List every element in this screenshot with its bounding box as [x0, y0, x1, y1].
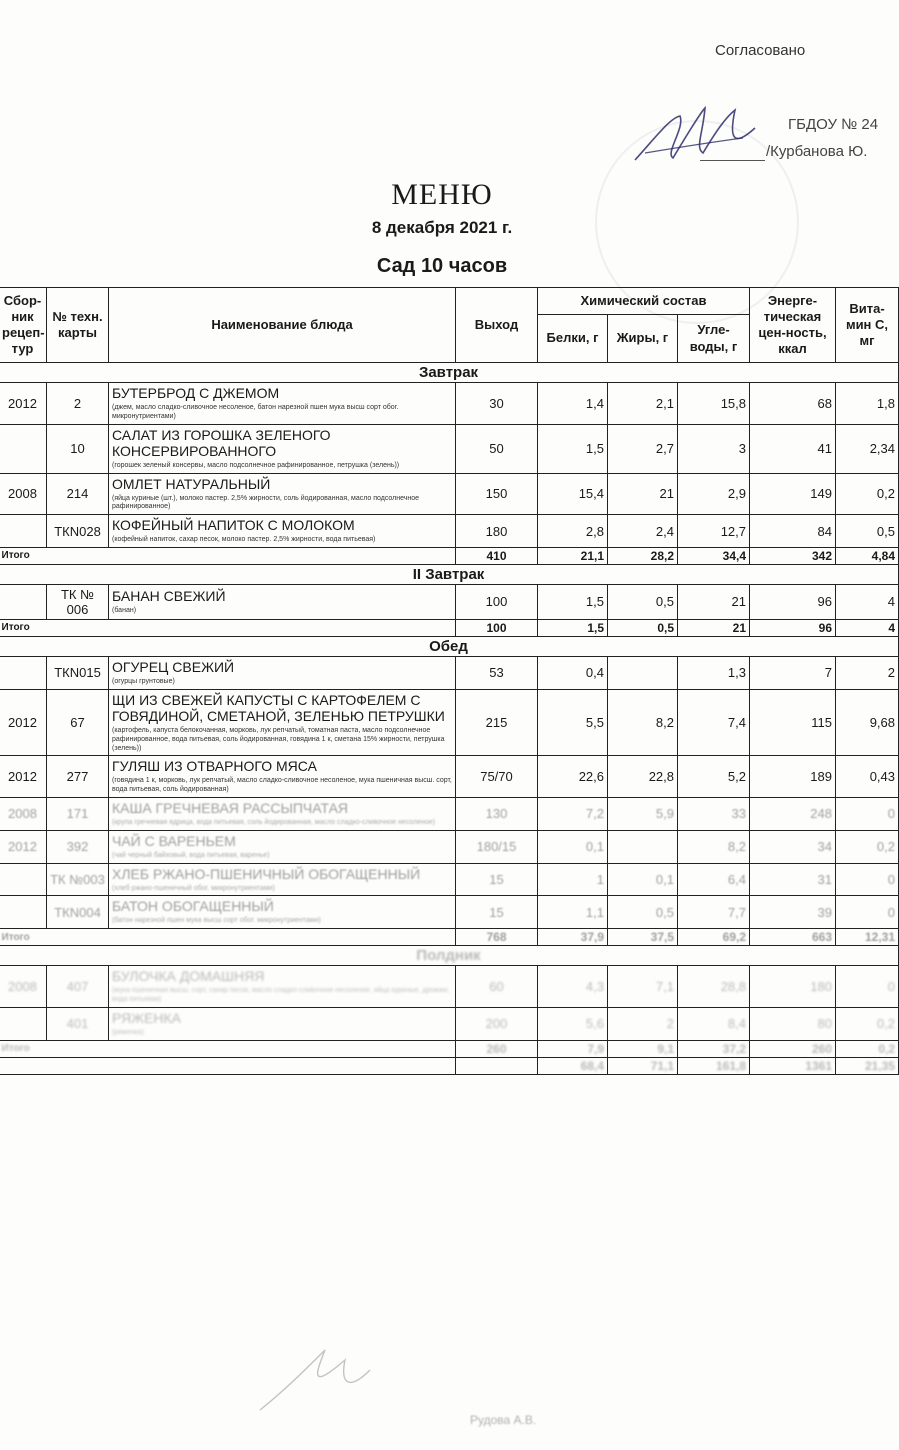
signer-name: Рудова А.В.	[470, 1413, 537, 1427]
dish-name: КОФЕЙНЫЙ НАПИТОК С МОЛОКОМ	[112, 517, 355, 534]
total-c: 21	[678, 619, 750, 636]
nutrient-v: 4	[836, 584, 899, 619]
output-value: 60	[456, 966, 538, 1008]
recipe-book: 2012	[0, 830, 47, 863]
page-title: МЕНЮ	[391, 178, 493, 211]
dish-cell	[109, 424, 456, 473]
nutrient-c: 33	[678, 797, 750, 830]
total-label: Итого	[0, 1040, 456, 1057]
section-title: Обед	[0, 636, 899, 656]
nutrient-v: 0	[836, 797, 899, 830]
nutrient-f: 5,9	[608, 797, 678, 830]
dish-ingredients: (хлеб ржано-пшеничный обог. микронутриентами)	[112, 884, 275, 892]
dish-name: ХЛЕБ РЖАНО-ПШЕНИЧНЫЙ ОБОГАЩЕННЫЙ	[112, 865, 421, 882]
col-output: Выход	[456, 288, 538, 363]
nutrient-e: 115	[750, 689, 836, 755]
dish-cell	[109, 863, 456, 896]
total-row	[0, 619, 899, 636]
grand-total-label	[0, 1057, 456, 1074]
nutrient-e: 7	[750, 656, 836, 689]
recipe-book	[0, 1007, 47, 1040]
dish-row	[0, 656, 899, 689]
nutrient-c: 8,2	[678, 830, 750, 863]
nutrient-c: 7,7	[678, 896, 750, 929]
nutrient-e: 180	[750, 966, 836, 1008]
nutrient-p: 2,8	[538, 515, 608, 548]
nutrient-e: 68	[750, 383, 836, 425]
nutrient-c: 2,9	[678, 473, 750, 515]
section-title: II Завтрак	[0, 564, 899, 584]
grand-total-row	[0, 1057, 899, 1074]
recipe-book	[0, 863, 47, 896]
dish-name: БАТОН ОБОГАЩЕННЫЙ	[112, 898, 274, 915]
recipe-book: 2008	[0, 966, 47, 1008]
total-e: 96	[750, 619, 836, 636]
output-value: 180/15	[456, 830, 538, 863]
output-value: 150	[456, 473, 538, 515]
section-row	[0, 564, 899, 584]
nutrient-v: 0	[836, 896, 899, 929]
nutrient-v: 0	[836, 863, 899, 896]
dish-ingredients: (яйца куриные (шт.), молоко пастер. 2,5% жирности, соль йодированная, масло подсолнечное рафинированное)	[112, 494, 420, 511]
total-f: 0,5	[608, 619, 678, 636]
dish-name: ОГУРЕЦ СВЕЖИЙ	[112, 658, 235, 675]
nutrient-f: 2	[608, 1007, 678, 1040]
grand-total-p: 68,4	[538, 1057, 608, 1074]
menu-table	[0, 287, 899, 1075]
dish-cell	[109, 584, 456, 619]
nutrient-p: 5,6	[538, 1007, 608, 1040]
nutrient-v: 0,2	[836, 830, 899, 863]
tech-card: ТКN004	[47, 896, 109, 929]
recipe-book: 2012	[0, 756, 47, 798]
dish-name: САЛАТ ИЗ ГОРОШКА ЗЕЛЕНОГО КОНСЕРВИРОВАННОГО	[112, 426, 331, 459]
dish-cell	[109, 689, 456, 755]
col-book: Сбор-ник рецеп-тур	[0, 288, 47, 363]
nutrient-p: 0,4	[538, 656, 608, 689]
tech-card: ТКN028	[47, 515, 109, 548]
nutrient-v: 1,8	[836, 383, 899, 425]
nutrient-f: 0,5	[608, 584, 678, 619]
menu-date: 8 декабря 2021 г.	[371, 218, 513, 237]
dish-name: БУЛОЧКА ДОМАШНЯЯ	[112, 968, 265, 985]
recipe-book: 2012	[0, 383, 47, 425]
dish-cell	[109, 830, 456, 863]
dish-row	[0, 1007, 899, 1040]
total-row	[0, 1040, 899, 1057]
nutrient-p: 4,3	[538, 966, 608, 1008]
total-v: 4,84	[836, 547, 899, 564]
nutrient-c: 28,8	[678, 966, 750, 1008]
nutrient-c: 15,8	[678, 383, 750, 425]
group-label: Сад 10 часов	[376, 255, 508, 277]
output-value: 100	[456, 584, 538, 619]
nutrient-f	[608, 830, 678, 863]
recipe-book	[0, 424, 47, 473]
nutrient-e: 34	[750, 830, 836, 863]
dish-ingredients: (огурцы грунтовые)	[112, 678, 175, 686]
dish-row	[0, 473, 899, 515]
total-out: 100	[456, 619, 538, 636]
dish-cell	[109, 756, 456, 798]
dish-ingredients: (чай черный байховый, вода питьевая, варенье)	[112, 851, 270, 859]
nutrient-c: 1,3	[678, 656, 750, 689]
dish-ingredients: (мука пшеничная высш. сорт, сахар песок, масло сладко-сливочное несоленое, яйца куриные, дрожжи, вода питьевая)	[112, 987, 450, 1004]
col-protein: Белки, г	[538, 315, 608, 363]
total-out: 260	[456, 1040, 538, 1057]
tech-card: 277	[47, 756, 109, 798]
dish-ingredients: (крупа гречневая ядрица, вода питьевая, соль йодированная, масло сладко-сливочное несоленое)	[112, 818, 436, 826]
grand-total-c: 161,8	[678, 1057, 750, 1074]
recipe-book: 2008	[0, 473, 47, 515]
dish-row	[0, 863, 899, 896]
nutrient-p: 5,5	[538, 689, 608, 755]
dish-name: БУТЕРБРОД С ДЖЕМОМ	[112, 385, 280, 401]
section-row	[0, 363, 899, 383]
nutrient-f: 8,2	[608, 689, 678, 755]
dish-ingredients: (джем, масло сладко-сливочное несоленое, батон нарезной пшен мука высш сорт обог. микронутриентами)	[112, 404, 399, 420]
nutrient-p: 1,1	[538, 896, 608, 929]
output-value: 15	[456, 863, 538, 896]
tech-card: ТКN015	[47, 656, 109, 689]
total-c: 69,2	[678, 929, 750, 946]
dish-ingredients: (ряженка)	[112, 1028, 144, 1036]
nutrient-f: 2,4	[608, 515, 678, 548]
recipe-book: 2012	[0, 689, 47, 755]
dish-name: БАНАН СВЕЖИЙ	[112, 588, 226, 605]
nutrient-c: 6,4	[678, 863, 750, 896]
nutrient-v: 2,34	[836, 424, 899, 473]
dish-cell	[109, 896, 456, 929]
total-e: 260	[750, 1040, 836, 1057]
output-value: 215	[456, 689, 538, 755]
nutrient-v: 0,5	[836, 515, 899, 548]
tech-card: 401	[47, 1007, 109, 1040]
nutrient-e: 31	[750, 863, 836, 896]
dish-name: КАША ГРЕЧНЕВАЯ РАССЫПЧАТАЯ	[112, 799, 349, 816]
total-out: 768	[456, 929, 538, 946]
total-p: 37,9	[538, 929, 608, 946]
dish-name: РЯЖЕНКА	[112, 1009, 182, 1026]
section-title: Полдник	[0, 946, 899, 966]
tech-card: 171	[47, 797, 109, 830]
nutrient-c: 21	[678, 584, 750, 619]
nutrient-v: 0,43	[836, 756, 899, 798]
dish-ingredients: (кофейный напиток, сахар песок, молоко пастер. 2,5% жирности, вода питьевая)	[112, 536, 376, 544]
signature-line	[700, 160, 765, 161]
nutrient-v: 0	[836, 966, 899, 1008]
nutrient-c: 5,2	[678, 756, 750, 798]
grand-total-f: 71,1	[608, 1057, 678, 1074]
dish-row	[0, 830, 899, 863]
col-dish: Наименование блюда	[109, 288, 456, 363]
tech-card: 2	[47, 383, 109, 425]
col-card: № техн. карты	[47, 288, 109, 363]
nutrient-p: 1,4	[538, 383, 608, 425]
dish-row	[0, 424, 899, 473]
dish-ingredients: (говядина 1 к, морковь, лук репчатый, масло сладко-сливочное несоленое, мука пшеничная высш. сорт, вода питьевая, соль йодированная)	[112, 777, 452, 794]
dish-row	[0, 756, 899, 798]
nutrient-e: 248	[750, 797, 836, 830]
nutrient-f	[608, 656, 678, 689]
total-e: 663	[750, 929, 836, 946]
col-vitc: Вита-мин С, мг	[836, 288, 899, 363]
nutrient-c: 7,4	[678, 689, 750, 755]
output-value: 30	[456, 383, 538, 425]
recipe-book	[0, 656, 47, 689]
nutrient-e: 149	[750, 473, 836, 515]
nutrient-e: 41	[750, 424, 836, 473]
total-p: 7,9	[538, 1040, 608, 1057]
nutrient-f: 0,5	[608, 896, 678, 929]
organization-label: ГБДОУ № 24	[788, 116, 879, 133]
dish-cell	[109, 1007, 456, 1040]
total-v: 12,31	[836, 929, 899, 946]
total-label: Итого	[0, 619, 456, 636]
dish-cell	[109, 797, 456, 830]
nutrient-p: 15,4	[538, 473, 608, 515]
section-row	[0, 946, 899, 966]
col-carb: Угле-воды, г	[678, 315, 750, 363]
total-row	[0, 547, 899, 564]
nutrient-p: 0,1	[538, 830, 608, 863]
approval-label: Согласовано	[715, 42, 806, 59]
menu-body	[0, 363, 899, 1075]
total-p: 1,5	[538, 619, 608, 636]
grand-total-out	[456, 1057, 538, 1074]
dish-name: ГУЛЯШ ИЗ ОТВАРНОГО МЯСА	[112, 758, 317, 775]
nutrient-p: 7,2	[538, 797, 608, 830]
nutrient-v: 9,68	[836, 689, 899, 755]
recipe-book	[0, 896, 47, 929]
dish-cell	[109, 383, 456, 425]
output-value: 75/70	[456, 756, 538, 798]
output-value: 53	[456, 656, 538, 689]
dish-name: ОМЛЕТ НАТУРАЛЬНЫЙ	[112, 475, 271, 492]
dish-ingredients: (горошек зеленый консервы, масло подсолнечное рафинированное, петрушка (зелень))	[112, 461, 400, 469]
total-v: 0,2	[836, 1040, 899, 1057]
grand-total-v: 21,35	[836, 1057, 899, 1074]
dish-row	[0, 896, 899, 929]
total-c: 34,4	[678, 547, 750, 564]
nutrient-f: 2,7	[608, 424, 678, 473]
recipe-book	[0, 515, 47, 548]
dish-cell	[109, 473, 456, 515]
nutrient-c: 8,4	[678, 1007, 750, 1040]
signature-image	[625, 98, 765, 178]
col-fat: Жиры, г	[608, 315, 678, 363]
total-row	[0, 929, 899, 946]
signature-scribble	[255, 1330, 375, 1420]
dish-ingredients: (банан)	[112, 607, 137, 615]
nutrient-f: 22,8	[608, 756, 678, 798]
nutrient-v: 0,2	[836, 1007, 899, 1040]
dish-row	[0, 584, 899, 619]
total-f: 37,5	[608, 929, 678, 946]
tech-card: 392	[47, 830, 109, 863]
nutrient-p: 22,6	[538, 756, 608, 798]
total-v: 4	[836, 619, 899, 636]
output-value: 130	[456, 797, 538, 830]
dish-cell	[109, 966, 456, 1008]
total-f: 9,1	[608, 1040, 678, 1057]
dish-cell	[109, 515, 456, 548]
dish-row	[0, 966, 899, 1008]
dish-row	[0, 797, 899, 830]
recipe-book	[0, 584, 47, 619]
total-label: Итого	[0, 547, 456, 564]
dish-name: ЧАЙ С ВАРЕНЬЕМ	[112, 832, 236, 849]
nutrient-f: 0,1	[608, 863, 678, 896]
total-p: 21,1	[538, 547, 608, 564]
output-value: 180	[456, 515, 538, 548]
director-name: /Курбанова Ю.	[766, 143, 868, 160]
tech-card: 214	[47, 473, 109, 515]
tech-card: ТК №003	[47, 863, 109, 896]
dish-row	[0, 515, 899, 548]
nutrient-e: 39	[750, 896, 836, 929]
nutrient-f: 7,1	[608, 966, 678, 1008]
nutrient-p: 1,5	[538, 584, 608, 619]
nutrient-c: 3	[678, 424, 750, 473]
dish-cell	[109, 656, 456, 689]
nutrient-p: 1	[538, 863, 608, 896]
nutrient-v: 0,2	[836, 473, 899, 515]
section-row	[0, 636, 899, 656]
dish-row	[0, 383, 899, 425]
nutrient-f: 21	[608, 473, 678, 515]
grand-total-e: 1361	[750, 1057, 836, 1074]
dish-ingredients: (картофель, капуста белокочанная, морковь, лук репчатый, томатная паста, масло подсолнечное рафинированное, вода питьевая, соль йодированная, говядина 1 к, сметана 15% жирности, петрушка (зелень))	[112, 727, 445, 752]
total-c: 37,2	[678, 1040, 750, 1057]
total-label: Итого	[0, 929, 456, 946]
dish-name: ЩИ ИЗ СВЕЖЕЙ КАПУСТЫ С КАРТОФЕЛЕМ С ГОВЯДИНОЙ, СМЕТАНОЙ, ЗЕЛЕНЬЮ ПЕТРУШКИ	[112, 691, 445, 724]
nutrient-f: 2,1	[608, 383, 678, 425]
nutrient-e: 80	[750, 1007, 836, 1040]
nutrient-e: 84	[750, 515, 836, 548]
nutrient-p: 1,5	[538, 424, 608, 473]
output-value: 15	[456, 896, 538, 929]
section-title: Завтрак	[0, 363, 899, 383]
col-energy: Энерге-тическая цен-ность, ккал	[750, 288, 836, 363]
recipe-book: 2008	[0, 797, 47, 830]
nutrient-c: 12,7	[678, 515, 750, 548]
tech-card: 67	[47, 689, 109, 755]
tech-card: 407	[47, 966, 109, 1008]
nutrient-e: 96	[750, 584, 836, 619]
total-f: 28,2	[608, 547, 678, 564]
tech-card: 10	[47, 424, 109, 473]
dish-row	[0, 689, 899, 755]
output-value: 50	[456, 424, 538, 473]
nutrient-v: 2	[836, 656, 899, 689]
nutrient-e: 189	[750, 756, 836, 798]
tech-card: ТК № 006	[47, 584, 109, 619]
total-e: 342	[750, 547, 836, 564]
dish-ingredients: (батон нарезной пшен мука высш сорт обог. микронутриентами)	[112, 917, 321, 925]
col-chem: Химический состав	[538, 288, 750, 315]
output-value: 200	[456, 1007, 538, 1040]
total-out: 410	[456, 547, 538, 564]
